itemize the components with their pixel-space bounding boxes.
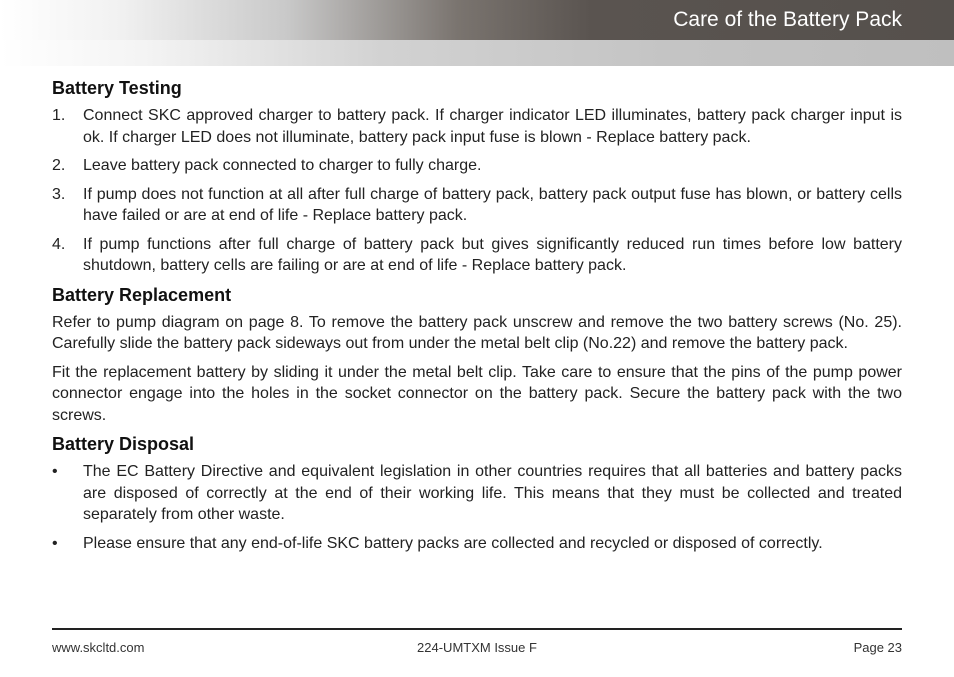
page-content	[52, 78, 902, 561]
list-item-text: If pump functions after full charge of battery pack but gives significantly reduced run times before low battery shutdown, battery cells are failing or are at end of life - Replace battery pack.	[83, 235, 902, 274]
footer-page-number: Page 23	[853, 640, 902, 655]
list-marker: 2.	[52, 157, 66, 174]
list-marker: 1.	[52, 107, 66, 124]
list-item-text: The EC Battery Directive and equivalent legislation in other countries requires that all batteries and battery packs are disposed of correctly at the end of their working life. This means that they must be collected and treated separately from other waste.	[83, 463, 902, 523]
footer-website: www.skcltd.com	[52, 640, 145, 655]
list-item-text: If pump does not function at all after full charge of battery pack, battery pack output fuse has blown, or battery cells have failed or are at end of life - Replace battery pack.	[83, 185, 902, 224]
list-marker: 4.	[52, 235, 66, 253]
list-item	[52, 234, 902, 277]
header-sub-band	[0, 40, 954, 66]
footer-divider	[52, 628, 902, 630]
section-heading-testing: Battery Testing	[52, 78, 182, 98]
list-marker: 3.	[52, 185, 66, 203]
bullet-marker: •	[52, 463, 58, 480]
list-item	[52, 533, 902, 555]
list-item	[52, 155, 902, 177]
list-item	[52, 184, 902, 227]
list-item	[52, 105, 902, 148]
paragraph: Fit the replacement battery by sliding it under the metal belt clip. Take care to ensure that the pins of the pump power connector engage into the holes in the socket connector on the battery pack. Secure the battery pack with the two screws.	[52, 363, 902, 424]
list-item	[52, 461, 902, 526]
list-item-text: Connect SKC approved charger to battery pack. If charger indicator LED illuminates, battery pack charger input is ok. If charger LED does not illuminate, battery pack input fuse is blown - Replace battery pack.	[83, 107, 902, 146]
list-item-text: Leave battery pack connected to charger to fully charge.	[83, 157, 482, 174]
paragraph: Refer to pump diagram on page 8. To remove the battery pack unscrew and remove the two battery screws (No. 25). Carefully slide the battery pack sideways out from under the metal belt clip (No.22) and remove the battery pack.	[52, 313, 902, 352]
header-band	[0, 0, 954, 40]
section-heading-replacement: Battery Replacement	[52, 284, 232, 305]
section-heading-disposal: Battery Disposal	[52, 434, 195, 454]
footer-doc-id: 224-UMTXM Issue F	[417, 640, 537, 655]
page-title: Care of the Battery Pack	[673, 8, 902, 31]
list-item-text: Please ensure that any end-of-life SKC battery packs are collected and recycled or disposed of correctly.	[83, 534, 823, 552]
bullet-marker: •	[52, 534, 58, 552]
